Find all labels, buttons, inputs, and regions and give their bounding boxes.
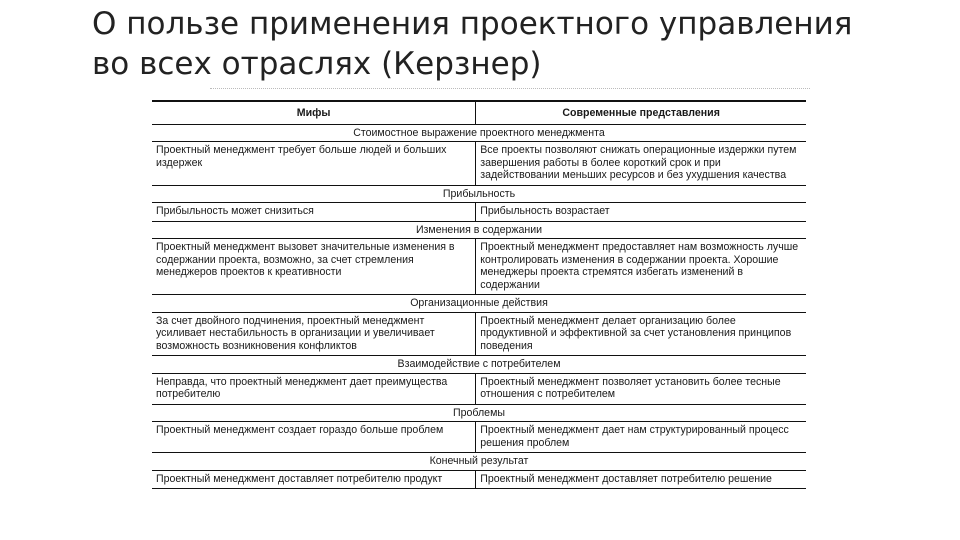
myth-cell: Проектный менеджмент доставляет потребителю продукт <box>152 470 476 489</box>
table-row <box>152 312 806 356</box>
table-row <box>152 203 806 222</box>
section-heading: Прибыльность <box>152 185 806 203</box>
section-heading: Организационные действия <box>152 295 806 313</box>
table-header <box>152 101 806 124</box>
section-heading-row <box>152 295 806 313</box>
modern-cell: Проектный менеджмент делает организацию более продуктивной и эффективной за счет установления принципов поведения <box>480 314 792 352</box>
modern-cell: Проектный менеджмент дает нам структурированный процесс решения проблем <box>480 424 789 449</box>
section-heading: Проблемы <box>152 404 806 422</box>
myth-cell: Проектный менеджмент вызовет значительные изменения в содержании проекта, возможно, за счет стремления менеджеров проектов к креативности <box>152 239 476 295</box>
section-heading: Взаимодействие с потребителем <box>152 356 806 374</box>
slide-title-line-2: во всех отраслях (Керзнер) <box>92 46 542 82</box>
table-row <box>152 373 806 404</box>
section-heading-row <box>152 185 806 203</box>
section-heading-row <box>152 221 806 239</box>
modern-cell: Проектный менеджмент предоставляет нам возможность лучше контролировать изменения в содержании проекта. Хорошие менеджеры проекта стремятся избегать изменений в содержании <box>480 241 799 291</box>
table-row <box>152 142 806 186</box>
section-heading: Стоимостное выражение проектного менеджмента <box>152 124 806 142</box>
modern-cell: Все проекты позволяют снижать операционные издержки путем завершения работы в более короткий срок и при задействовании меньших ресурсов и без ухудшения качества <box>480 144 797 181</box>
table-row <box>152 422 806 453</box>
section-heading-row <box>152 356 806 374</box>
myth-cell: Проектный менеджмент требует больше людей и больших издержек <box>152 142 476 186</box>
comparison-table-container <box>152 100 806 489</box>
table-header-row <box>152 101 806 124</box>
section-heading: Изменения в содержании <box>152 221 806 239</box>
myth-cell: За счет двойного подчинения, проектный менеджмент усиливает нестабильность в организации и увеличивает возможность возникновения конфликтов <box>152 312 476 356</box>
myth-cell: Прибыльность может снизиться <box>152 203 476 222</box>
column-header-myths: Мифы <box>152 101 476 124</box>
section-heading: Конечный результат <box>152 453 806 471</box>
section-heading-row <box>152 124 806 142</box>
section-heading-row <box>152 453 806 471</box>
modern-cell: Проектный менеджмент позволяет установить более тесные отношения с потребителем <box>480 375 781 400</box>
table-body <box>152 124 806 489</box>
table-row <box>152 239 806 295</box>
section-heading-row <box>152 404 806 422</box>
myth-cell: Проектный менеджмент создает гораздо больше проблем <box>152 422 476 453</box>
table-row <box>152 470 806 489</box>
modern-cell: Проектный менеджмент доставляет потребителю решение <box>476 470 806 489</box>
slide-title <box>92 4 912 84</box>
slide-title-line-1: О пользе применения проектного управления <box>92 6 853 42</box>
column-header-modern: Современные представления <box>476 101 806 124</box>
scan-artifact-divider <box>210 88 810 95</box>
myths-vs-modern-table <box>152 100 806 489</box>
myth-cell: Неправда, что проектный менеджмент дает преимущества потребителю <box>152 373 476 404</box>
modern-cell: Прибыльность возрастает <box>480 205 610 217</box>
